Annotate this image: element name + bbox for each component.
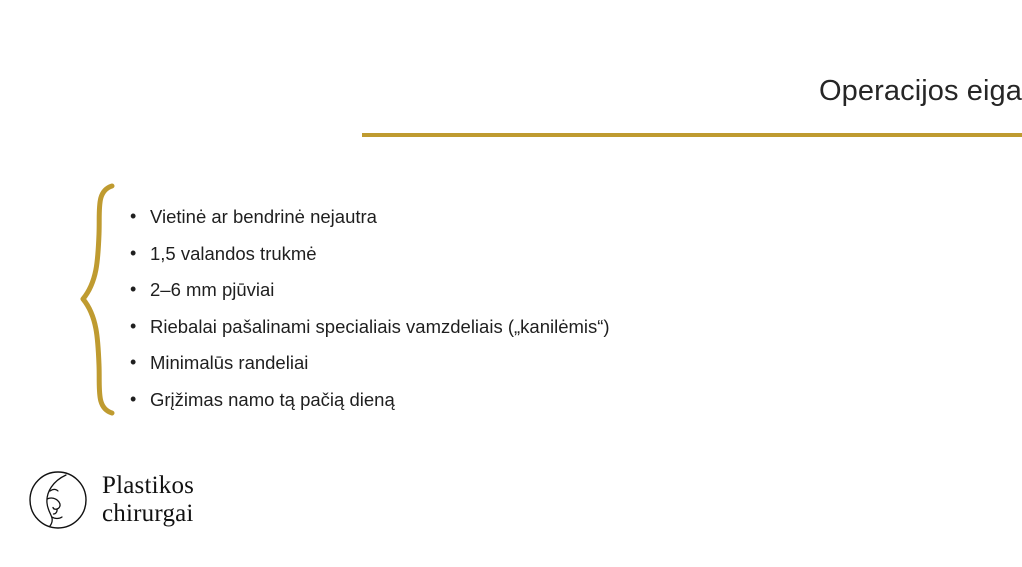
brand-name xyxy=(102,472,194,528)
title-underline-rule xyxy=(362,133,1022,137)
title-block xyxy=(362,74,1022,109)
list-item: • Riebalai pašalinami specialiais vamzdeliais („kanilėmis“) xyxy=(124,318,610,337)
list-item: • 2–6 mm pjūviai xyxy=(124,281,610,300)
list-item: • Vietinė ar bendrinė nejautra xyxy=(124,208,610,227)
curly-brace-icon xyxy=(78,182,124,417)
brand-name-line-2: chirurgai xyxy=(102,500,194,527)
list-item: • Minimalūs randeliai xyxy=(124,354,610,373)
brand-logo xyxy=(26,468,194,532)
content-area xyxy=(78,182,778,422)
list-item: • 1,5 valandos trukmė xyxy=(124,245,610,264)
page-title: Operacijos eiga xyxy=(819,75,1022,107)
list-item: • Grįžimas namo tą pačią dieną xyxy=(124,391,610,410)
brand-name-line-1: Plastikos xyxy=(102,472,195,499)
bullet-list xyxy=(124,208,610,427)
face-profile-logo-icon xyxy=(26,468,90,532)
